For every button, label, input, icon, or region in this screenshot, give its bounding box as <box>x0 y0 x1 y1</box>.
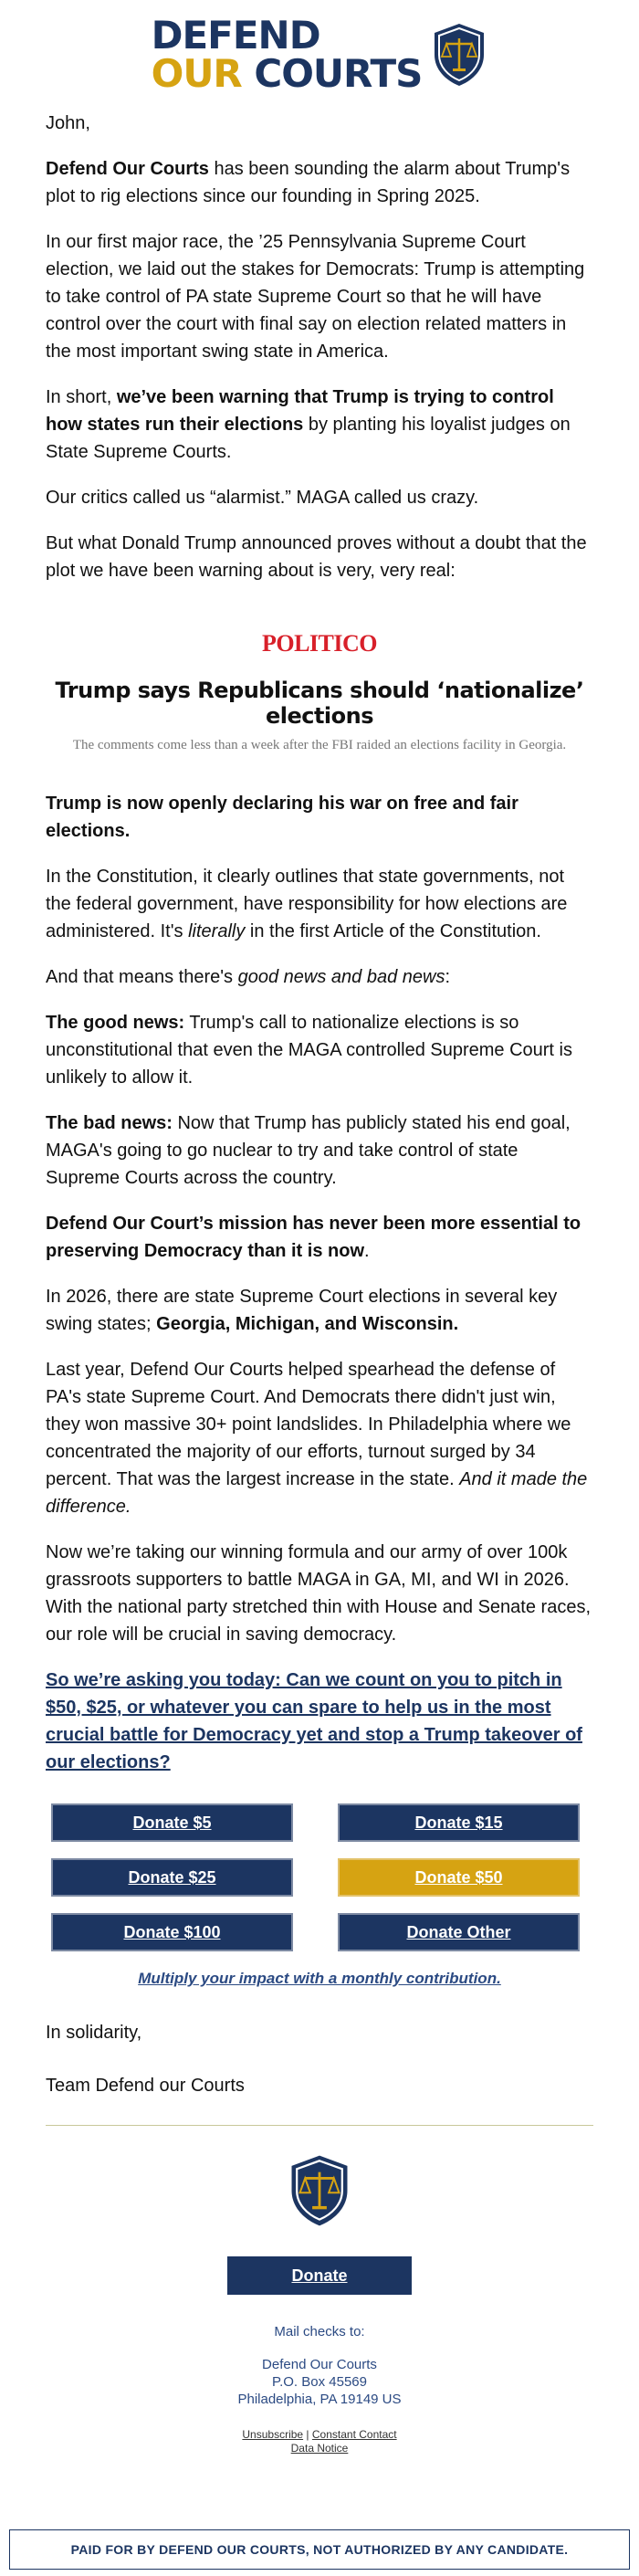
logo-word-defend: DEFEND <box>151 13 320 58</box>
donate-other-button[interactable]: Donate Other <box>338 1913 580 1951</box>
donate-50-button[interactable]: Donate $50 <box>338 1858 580 1897</box>
unsubscribe-link[interactable]: Unsubscribe <box>242 2428 304 2441</box>
email-body-continued <box>0 790 639 1776</box>
article-headline: Trump says Republicans should ‘nationalize’ elections <box>55 678 584 729</box>
shield-scales-icon <box>288 2153 351 2228</box>
data-notice-link[interactable]: Data Notice <box>290 2442 349 2455</box>
signoff <box>0 2019 639 2099</box>
paragraph-mission: Defend Our Court’s mission has never been more essential to preserving Democracy than it is now. <box>46 1214 581 1261</box>
logo-word-our: OUR <box>151 51 242 96</box>
monthly-contribution-link[interactable]: Multiply your impact with a monthly contribution. <box>138 1970 501 1987</box>
email-footer <box>0 2153 639 2455</box>
paragraph-good-news: The good news: Trump's call to nationalize elections is so unconstitutional that even the MAGA controlled Supreme Court is unlikely to allow it. <box>46 1013 572 1088</box>
signature: Team Defend our Courts <box>46 2076 245 2096</box>
donation-ask-link[interactable]: So we’re asking you today: Can we count on you to pitch in $50, $25, or whatever you can spare to help us in the most crucial battle for Democracy yet and stop a Trump takeover of our elections? <box>46 1670 582 1772</box>
donate-button-grid <box>0 1803 639 1951</box>
email-body <box>0 110 639 584</box>
footer-donate-button[interactable]: Donate <box>227 2256 412 2295</box>
paragraph-good-bad: And that means there's good news and bad news: <box>46 967 451 987</box>
closing: In solidarity, <box>46 2023 142 2043</box>
donate-15-button[interactable]: Donate $15 <box>338 1803 580 1842</box>
paid-for-disclaimer: PAID FOR BY DEFEND OUR COURTS, NOT AUTHORIZED BY ANY CANDIDATE. <box>9 2529 630 2570</box>
footer-links: Unsubscribe | Constant Contact Data Notice <box>242 2428 397 2455</box>
article-card[interactable] <box>0 603 639 790</box>
divider <box>46 2125 593 2126</box>
greeting: John, <box>46 113 90 133</box>
paragraph-constitution: In the Constitution, it clearly outlines that state governments, not the federal government, have responsibility for how elections are administered. It's literally in the first Article of the Constitution. <box>46 867 568 941</box>
paragraph-bad-news: The bad news: Now that Trump has publicly stated his end goal, MAGA's going to go nuclear to try and take control of state Supreme Courts across the country. <box>46 1113 571 1188</box>
paragraph-intro: Defend Our Courts has been sounding the alarm about Trump's plot to rig elections since our founding in Spring 2025. <box>46 159 571 206</box>
logo-wordmark <box>151 13 423 96</box>
paragraph-critics: Our critics called us “alarmist.” MAGA called us crazy. <box>46 488 479 508</box>
shield-scales-icon <box>431 22 487 88</box>
article-dek: The comments come less than a week after the FBI raided an elections facility in Georgia. <box>72 738 567 752</box>
brand-logo <box>151 13 488 96</box>
mail-checks-label: Mail checks to: <box>274 2324 365 2339</box>
logo-word-courts: COURTS <box>254 51 423 96</box>
donate-100-button[interactable]: Donate $100 <box>51 1913 293 1951</box>
donate-25-button[interactable]: Donate $25 <box>51 1858 293 1897</box>
paragraph-pa-race: In our first major race, the ’25 Pennsylvania Supreme Court election, we laid out the stakes for Democrats: Trump is attempting to take control of PA state Supreme Court so that he will have control over the court with final say on election related matters in the most important swing state in America. <box>46 232 585 362</box>
mailing-address: Defend Our Courts P.O. Box 45569 Philadelphia, PA 19149 US <box>237 2357 402 2407</box>
donate-5-button[interactable]: Donate $5 <box>51 1803 293 1842</box>
paragraph-2026: In 2026, there are state Supreme Court elections in several key swing states; Georgia, Michigan, and Wisconsin. <box>46 1287 558 1334</box>
paragraph-war: Trump is now openly declaring his war on free and fair elections. <box>46 794 519 841</box>
paragraph-announcement: But what Donald Trump announced proves without a doubt that the plot we have been warning about is very, very real: <box>46 533 587 581</box>
constant-contact-link[interactable]: Constant Contact <box>311 2428 397 2441</box>
publication-logo: POLITICO <box>261 630 378 657</box>
paragraph-warning: In short, we’ve been warning that Trump is trying to control how states run their elections by planting his loyalist judges on State Supreme Courts. <box>46 387 571 462</box>
email-header <box>0 0 639 110</box>
paragraph-winning-formula: Now we’re taking our winning formula and our army of over 100k grassroots supporters to battle MAGA in GA, MI, and WI in 2026. With the national party stretched thin with House and Senate races, our role will be crucial in saving democracy. <box>46 1542 592 1645</box>
paragraph-last-year: Last year, Defend Our Courts helped spearhead the defense of PA's state Supreme Court. And Democrats there didn't just win, they won massive 30+ point landslides. In Philadelphia where we concentrated the majority of our efforts, turnout surged by 34 percent. That was the largest increase in the state. And it made the difference. <box>46 1360 588 1517</box>
